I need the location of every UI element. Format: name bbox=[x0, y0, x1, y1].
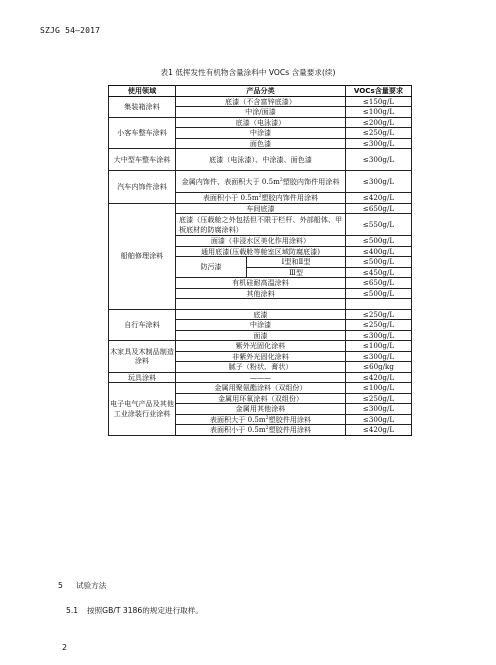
category-cell: 面色漆 bbox=[176, 138, 346, 149]
category-cell: 表面积小于 $0.5m^2$塑胶内饰件用涂料 bbox=[176, 193, 346, 204]
category-cell: 底漆 bbox=[176, 309, 346, 320]
voc-value-cell: ≤500g/L bbox=[346, 257, 412, 268]
category-cell: 面漆 bbox=[176, 330, 346, 341]
field-cell: 玩具涂料 bbox=[109, 372, 176, 383]
voc-value-cell: ≤420g/L bbox=[346, 372, 412, 383]
voc-value-cell: ≤300g/L bbox=[346, 171, 412, 193]
table-row bbox=[109, 117, 412, 128]
voc-value-cell: ≤650g/L bbox=[346, 203, 412, 214]
voc-value-cell: ≤500g/L bbox=[346, 288, 412, 299]
category-cell: Ⅲ型 bbox=[247, 267, 346, 278]
category-cell: 底漆（不含富锌底漆） bbox=[176, 96, 346, 107]
header-voc-requirement: VOCs含量要求 bbox=[346, 86, 412, 97]
category-cell: ——— bbox=[176, 372, 346, 383]
voc-value-cell: ≤650g/L bbox=[346, 278, 412, 289]
voc-requirements-table bbox=[108, 85, 412, 436]
voc-value-cell: ≤250g/L bbox=[346, 320, 412, 331]
voc-value-cell: ≤200g/L bbox=[346, 117, 412, 128]
voc-value-cell: ≤300g/L bbox=[346, 351, 412, 362]
antifouling-cell: 防污漆 bbox=[176, 257, 247, 278]
table-row bbox=[109, 149, 412, 171]
category-cell: 底漆（电泳漆） bbox=[176, 117, 346, 128]
voc-value-cell: ≤550g/L bbox=[346, 214, 412, 236]
voc-value-cell: ≤100g/L bbox=[346, 341, 412, 352]
page-number: 2 bbox=[62, 643, 68, 652]
voc-value-cell: ≤250g/L bbox=[346, 309, 412, 320]
voc-value-cell: ≤150g/L bbox=[346, 96, 412, 107]
field-cell: 船舶修理涂料 bbox=[109, 203, 176, 309]
category-cell: Ⅰ型和Ⅱ型 bbox=[247, 257, 346, 268]
voc-value-cell: ≤300g/L bbox=[346, 330, 412, 341]
voc-value-cell: ≤500g/L bbox=[346, 236, 412, 247]
field-cell: 木家具及木制品制造涂料 bbox=[109, 341, 176, 373]
table-row bbox=[109, 341, 412, 352]
category-cell: 金属内饰件、表面积大于 $0.5m^2$塑胶内饰件用涂料 bbox=[176, 171, 346, 193]
field-cell: 小客车整车涂料 bbox=[109, 117, 176, 149]
category-cell: 其他涂料 bbox=[176, 288, 346, 299]
table-row bbox=[109, 383, 412, 394]
field-cell: 集装箱涂料 bbox=[109, 96, 176, 117]
header-field: 使用领域 bbox=[109, 86, 176, 97]
voc-value-cell: ≤250g/L bbox=[346, 393, 412, 404]
table-row bbox=[109, 309, 412, 320]
clause-paragraph: 5.1 按照GB/T 3186的规定进行取样。 bbox=[66, 606, 203, 615]
category-cell: 金属用聚氨酯涂料（双组份） bbox=[176, 383, 346, 394]
field-cell: 电子电气产品及其他工业涂装行业涂料 bbox=[109, 383, 176, 436]
table-caption: 表1 低挥发性有机物含量涂料中 VOCs 含量要求(续) bbox=[160, 68, 336, 77]
table-header-row bbox=[109, 86, 412, 97]
table-row bbox=[109, 96, 412, 107]
category-cell: 表面积小于 $0.5m^2$塑胶件用涂料 bbox=[176, 425, 346, 436]
category-cell: 中涂漆 bbox=[176, 320, 346, 331]
category-cell: 腻子（粉状、膏状） bbox=[176, 362, 346, 373]
category-cell: 非紫外光固化涂料 bbox=[176, 351, 346, 362]
category-cell: 中涂漆 bbox=[176, 128, 346, 139]
document-code: SZJG 54—2017 bbox=[40, 26, 101, 35]
table-row bbox=[109, 372, 412, 383]
voc-value-cell: ≤420g/L bbox=[346, 425, 412, 436]
voc-value-cell: ≤100g/L bbox=[346, 383, 412, 394]
field-cell: 大中型车整车涂料 bbox=[109, 149, 176, 171]
voc-value-cell: ≤450g/L bbox=[346, 267, 412, 278]
voc-value-cell: ≤100g/L bbox=[346, 107, 412, 118]
category-cell: 中涂/面漆 bbox=[176, 107, 346, 118]
category-cell: 车间底漆 bbox=[176, 203, 346, 214]
voc-value-cell: ≤300g/L bbox=[346, 414, 412, 425]
category-cell: 有机硅耐高温涂料 bbox=[176, 278, 346, 289]
category-cell: 面漆（非浸水区美化作用涂料） bbox=[176, 236, 346, 247]
category-cell: 底漆（压载舱之外包括但不限于栏杆、外部船体、甲板底材的防腐涂料） bbox=[176, 214, 346, 236]
field-cell: 汽车内饰件涂料 bbox=[109, 171, 176, 204]
field-cell: 自行车涂料 bbox=[109, 309, 176, 341]
voc-value-cell: ≤400g/L bbox=[346, 246, 412, 257]
voc-value-cell bbox=[346, 299, 412, 310]
category-cell: 底漆（电泳漆）、中涂漆、面色漆 bbox=[176, 149, 346, 171]
voc-value-cell: ≤300g/L bbox=[346, 404, 412, 415]
section-heading: 5 试验方法 bbox=[58, 581, 107, 590]
voc-value-cell: ≤250g/L bbox=[346, 128, 412, 139]
category-cell: 金属用环氧涂料（双组份） bbox=[176, 393, 346, 404]
table-row bbox=[109, 171, 412, 193]
voc-value-cell: ≤300g/L bbox=[346, 138, 412, 149]
category-cell: 通用底漆(压载舱等舱室区域防腐底漆) bbox=[176, 246, 346, 257]
voc-value-cell: ≤60g/kg bbox=[346, 362, 412, 373]
category-cell: 金属用其他涂料 bbox=[176, 404, 346, 415]
table-row bbox=[109, 203, 412, 214]
category-cell: 紫外光固化涂料 bbox=[176, 341, 346, 352]
voc-value-cell: ≤300g/L bbox=[346, 149, 412, 171]
voc-value-cell: ≤420g/L bbox=[346, 193, 412, 204]
header-category: 产品分类 bbox=[176, 86, 346, 97]
category-cell: 表面积大于 $0.5m^2$塑胶件用涂料 bbox=[176, 414, 346, 425]
category-cell bbox=[176, 299, 346, 310]
